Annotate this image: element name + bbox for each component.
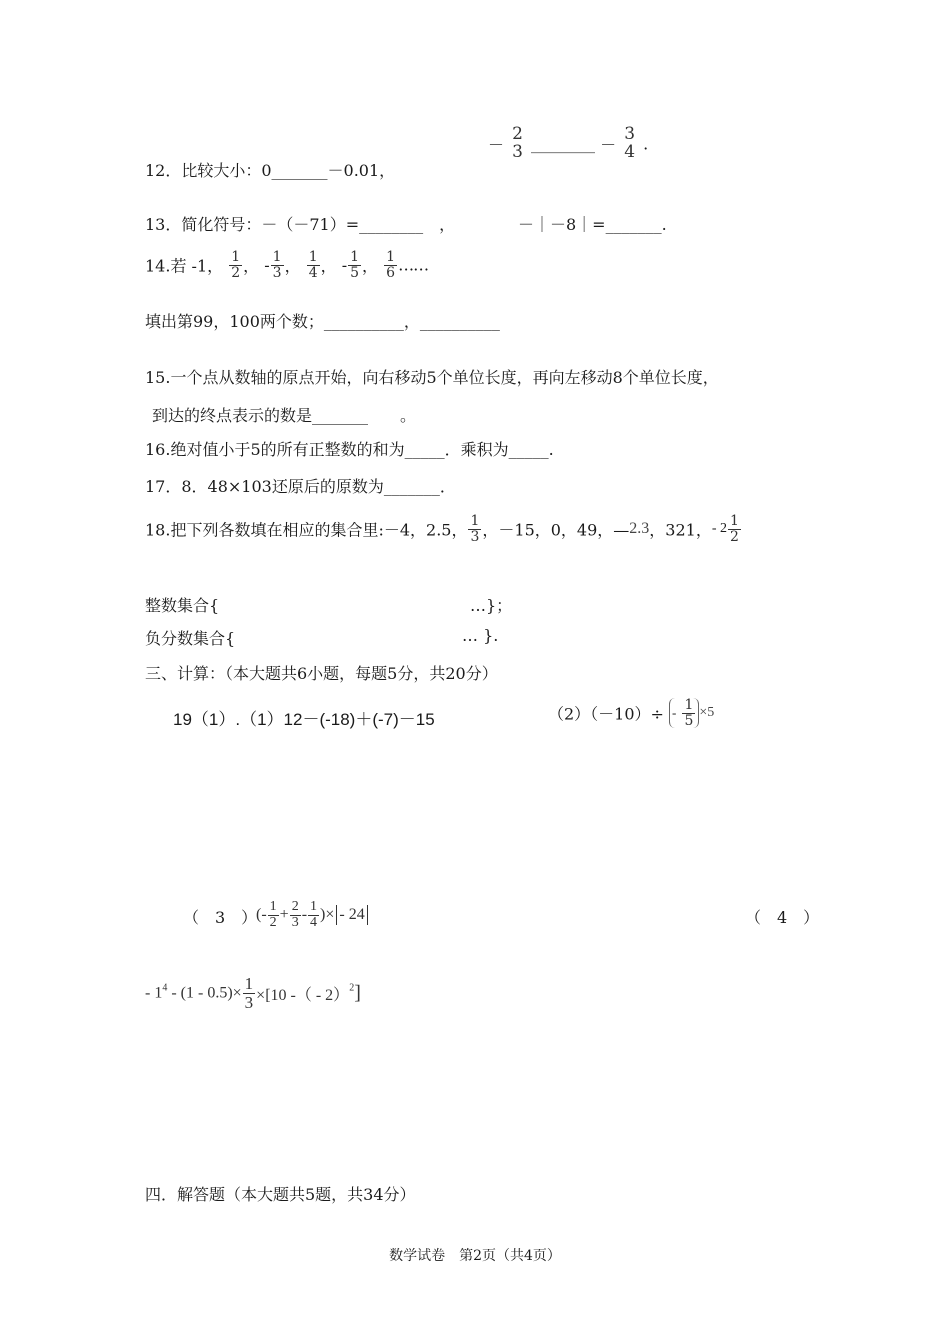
section-4-title [145,1182,416,1205]
q14-sep-3: ， [320,256,337,276]
q18-frac-2 [728,514,741,544]
p3-f1-den: 2 [269,914,277,930]
p3-abs-right [367,905,368,925]
q12-minus2: － [600,135,617,155]
q12-frac1-den: 3 [512,141,523,162]
q14-f5-den: 6 [386,264,396,281]
problem-19-3-expr [256,900,370,930]
p4-bracket: ×[10 -（ - 2） [256,986,350,1004]
integer-set-end [470,593,512,616]
q14-f2-den: 3 [272,264,282,281]
set2-label: 负分数集合{ [145,629,236,648]
q12-end: . [643,134,649,154]
question-12 [145,158,395,181]
q14-frac-4 [348,250,361,280]
p4-lead: - 1 [145,984,163,1002]
p3-abs-value: - 24 [339,906,365,924]
p3-f2-den: 3 [291,914,299,930]
q14-ellipsis: …… [398,255,429,275]
p3-frac-1 [268,900,279,930]
p3-tail: )× [320,906,335,924]
q14-f1-den: 2 [231,264,241,281]
problem-19-2 [548,698,714,728]
p2-frac-den: 5 [684,712,694,729]
p3-minus: - [301,906,308,924]
p4-fraction [243,975,256,1012]
q13-part2: －｜－8｜=_______. [518,215,667,234]
p3-plus: + [279,906,289,924]
section-3-title [145,661,498,684]
integer-set [145,593,219,616]
q14-neg-1: - [264,255,270,275]
q12-expression [488,126,648,162]
p3-abs-left [336,905,337,925]
p3-f1-num: 1 [269,899,277,914]
q18-f1-den: 3 [470,528,480,545]
p2-frac-num: 1 [684,697,694,713]
q16-text: 16.绝对值小于5的所有正整数的和为_____．乘积为_____. [145,440,554,459]
q15-line1: 15.一个点从数轴的原点开始，向右移动5个单位长度，再向左移动8个单位长度， [145,368,719,387]
p4-mid: - (1 - 0.5)× [167,984,242,1002]
p3-f2-num: 2 [291,899,299,914]
q12-text: 12．比较大小：0_______－0.01， [145,161,396,180]
q14-f2-num: 1 [272,249,282,265]
q12-frac2-num: 3 [624,124,636,144]
p3-frac-3 [308,900,319,930]
q14-frac-2 [271,250,284,280]
question-17 [145,474,456,497]
question-15-line2 [152,403,416,426]
q18-neg: - 2 [711,521,728,537]
question-15 [145,365,719,388]
p3-f3-num: 1 [310,899,318,914]
p4-exponent: 4 [162,982,168,994]
q12-blank: ________ [531,134,596,154]
p4-label: （ 4 ） [745,908,820,927]
q18-f1-num: 1 [470,513,480,529]
problem-19-4-expr [145,975,361,1012]
q12-fraction-2 [622,126,637,162]
q13-part1: 13．简化符号：－（－71）=________ ， [145,215,456,234]
p3-frac-2 [290,900,301,930]
q18-mid: ，－15，0，49，— [482,520,630,540]
q17-text: 17．8．48×103还原后的原数为_______． [145,477,456,496]
p4-close: ] [354,981,361,1004]
question-14 [145,250,428,280]
q18-f2-num: 1 [730,513,739,529]
q12-frac2-den: 4 [624,141,636,162]
negative-fraction-set [145,626,235,649]
q14-frac-5 [384,250,397,280]
section4-title: 四．解答题（本大题共5题，共34分） [145,1185,416,1204]
set2-end: … }. [462,626,499,645]
question-18 [145,514,742,544]
question-16 [145,437,554,460]
question-13 [145,212,455,235]
q14-line2: 填出第99，100两个数；__________，__________ [145,312,500,331]
q14-sep-1: ， [243,256,260,276]
q18-lead: 18.把下列各数填在相应的集合里:－4，2.5， [145,520,468,540]
q14-frac-1 [229,250,242,280]
q14-f5-num: 1 [386,249,396,265]
q14-f3-den: 4 [308,264,318,281]
p2-fraction [682,698,695,728]
q14-sep-2: ， [284,256,301,276]
q18-frac-1 [468,514,481,544]
negative-fraction-set-end [462,626,498,645]
p4-frac-den: 3 [244,992,254,1012]
set1-label: 整数集合{ [145,596,220,615]
p2-lead: （2）（－10）÷ [548,704,664,724]
p4-frac-num: 1 [244,974,254,993]
p2-neg: - [672,705,677,721]
p1-text: 19（1）.（1）12－(-18)＋(-7)－15 [173,710,435,729]
q18-mid2: ，321， [649,520,712,540]
q14-f3-num: 1 [308,249,318,265]
footer-text: 数学试卷 第2页（共4页） [389,1248,561,1264]
q14-f1-num: 1 [231,249,241,265]
q12-fraction-1 [510,126,525,162]
q18-f2-den: 2 [730,528,739,545]
p3-label: （ 3 ） [183,908,258,927]
q14-frac-3 [307,250,320,280]
q12-frac1-num: 2 [512,124,523,144]
p4-exponent-2: 2 [349,982,355,994]
section3-title: 三、计算：（本大题共6小题，每题5分，共20分） [145,664,498,683]
problem-19-3 [183,905,257,928]
page-footer [0,1245,950,1265]
q18-repeating-decimal: 2.3 [629,520,650,538]
set1-end: …}； [470,596,513,615]
problem-19-1 [173,705,435,730]
q14-neg-2: - [341,255,348,275]
p2-tail: ×5 [699,705,715,721]
q14-lead: 14.若 -1， [145,256,224,276]
problem-19-4-label [745,905,819,928]
p3-open: (- [256,906,267,924]
q14-f4-num: 1 [350,249,360,265]
q12-minus1: － [488,135,505,155]
q15-line2: 到达的终点表示的数是_______ 。 [152,406,417,425]
question-14-line2 [145,309,500,332]
p2-paren [669,698,699,728]
q14-sep-4: ， [362,256,379,276]
q14-f4-den: 5 [350,264,360,281]
p3-f3-den: 4 [310,914,318,930]
q13-part2-wrap [518,212,667,235]
